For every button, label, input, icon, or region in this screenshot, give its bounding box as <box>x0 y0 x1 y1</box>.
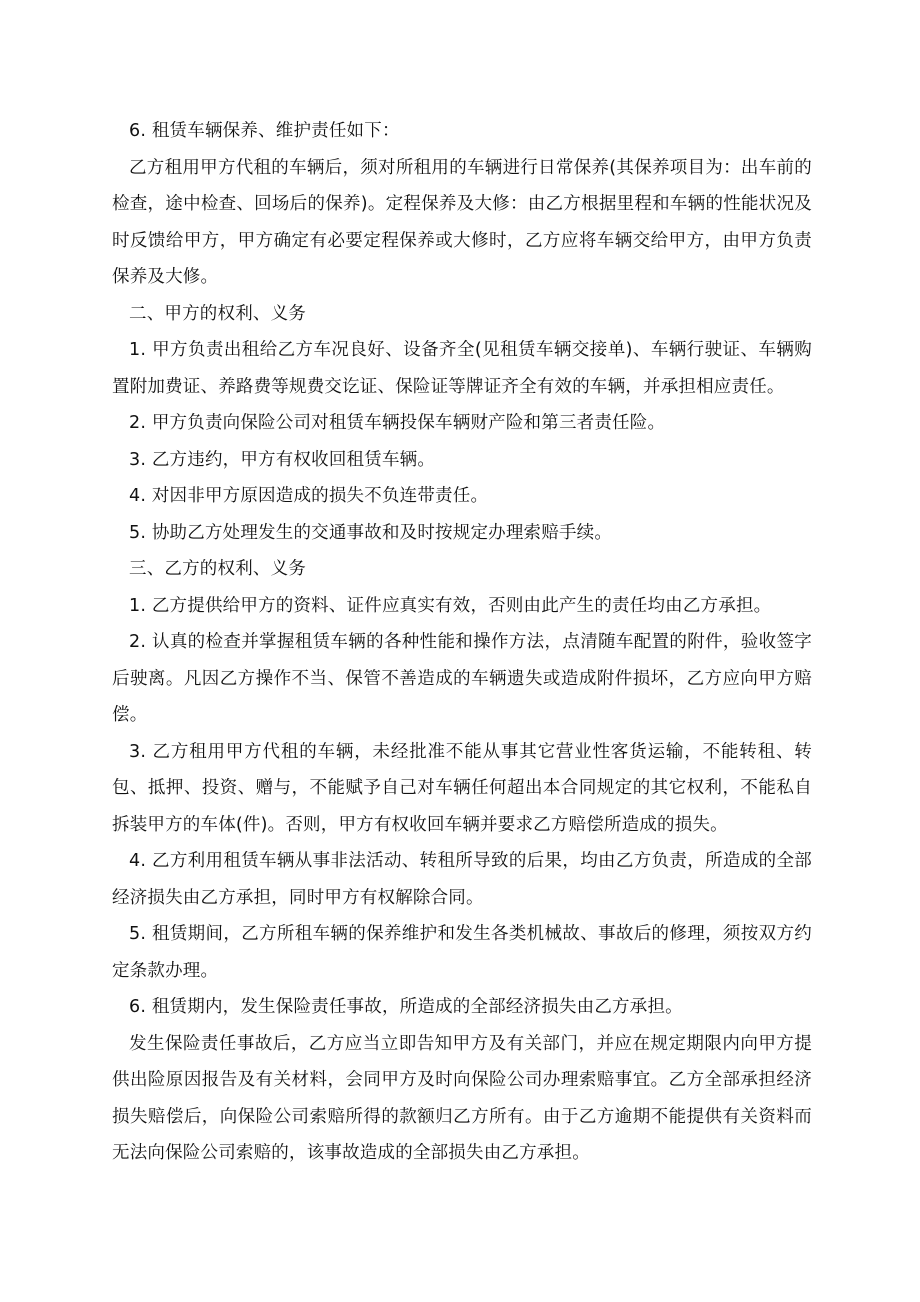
paragraph-party-a-item-5: 5. 协助乙方处理发生的交通事故和及时按规定办理索赔手续。 <box>129 522 613 543</box>
paragraph-party-b-item-3: 3. 乙方租用甲方代租的车辆，未经批准不能从事其它营业性客货运输，不能转租、转包、抵押、投资、赠与，不能赋予自己对车辆任何超出本合同规定的其它权利，不能私自拆装甲方的车体(件)。否则，甲方有权收回车辆并要求乙方赔偿所造成的损失。 <box>112 741 812 835</box>
paragraph-party-a-item-2: 2. 甲方负责向保险公司对租赁车辆投保车辆财产险和第三者责任险。 <box>129 413 666 433</box>
paragraph-party-a-item-3: 3. 乙方违约，甲方有权收回租赁车辆。 <box>129 449 436 470</box>
paragraph-party-b-item-2: 2. 认真的检查并掌握租赁车辆的各种性能和操作方法，点清随车配置的附件，验收签字后驶离。凡因乙方操作不当、保管不善造成的车辆遗失或造成附件损坏，乙方应向甲方赔偿。 <box>112 632 812 725</box>
paragraph-maintenance-heading: 6. 租赁车辆保养、维护责任如下： <box>129 121 400 141</box>
paragraph-party-a-item-4: 4. 对因非甲方原因造成的损失不负连带责任。 <box>129 486 489 506</box>
paragraph-party-b-item-1: 1. 乙方提供给甲方的资料、证件应真实有效，否则由此产生的责任均由乙方承担。 <box>129 595 772 616</box>
paragraph-party-b-item-4: 4. 乙方利用租赁车辆从事非法活动、转租所导致的后果，均由乙方负责，所造成的全部经济损失由乙方承担，同时甲方有权解除合同。 <box>112 851 812 908</box>
document-body <box>112 113 812 1172</box>
paragraph-party-b-item-5: 5. 租赁期间，乙方所租车辆的保养维护和发生各类机械故、事故后的修理，须按双方约定条款办理。 <box>112 924 812 981</box>
section-heading-party-a: 二、甲方的权利、义务 <box>129 303 306 324</box>
section-heading-party-b: 三、乙方的权利、义务 <box>129 559 306 579</box>
paragraph-party-a-item-1: 1. 甲方负责出租给乙方车况良好、设备齐全(见租赁车辆交接单)、车辆行驶证、车辆购置附加费证、养路费等规费交讫证、保险证等牌证齐全有效的车辆，并承担相应责任。 <box>112 340 812 397</box>
paragraph-maintenance-details: 乙方租用甲方代租的车辆后，须对所租用的车辆进行日常保养(其保养项目为：出车前的检查，途中检查、回场后的保养)。定程保养及大修：由乙方根据里程和车辆的性能状况及时反馈给甲方，甲方确定有必要定程保养或大修时，乙方应将车辆交给甲方，由甲方负责保养及大修。 <box>112 157 812 287</box>
paragraph-insurance-claims: 发生保险责任事故后，乙方应当立即告知甲方及有关部门，并应在规定期限内向甲方提供出险原因报告及有关材料，会同甲方及时向保险公司办理索赔事宜。乙方全部承担经济损失赔偿后，向保险公司索赔所得的款额归乙方所有。由于乙方逾期不能提供有关资料而无法向保险公司索赔的，该事故造成的全部损失由乙方承担。 <box>112 1033 812 1163</box>
paragraph-party-b-item-6: 6. 租赁期内，发生保险责任事故，所造成的全部经济损失由乙方承担。 <box>129 997 683 1017</box>
